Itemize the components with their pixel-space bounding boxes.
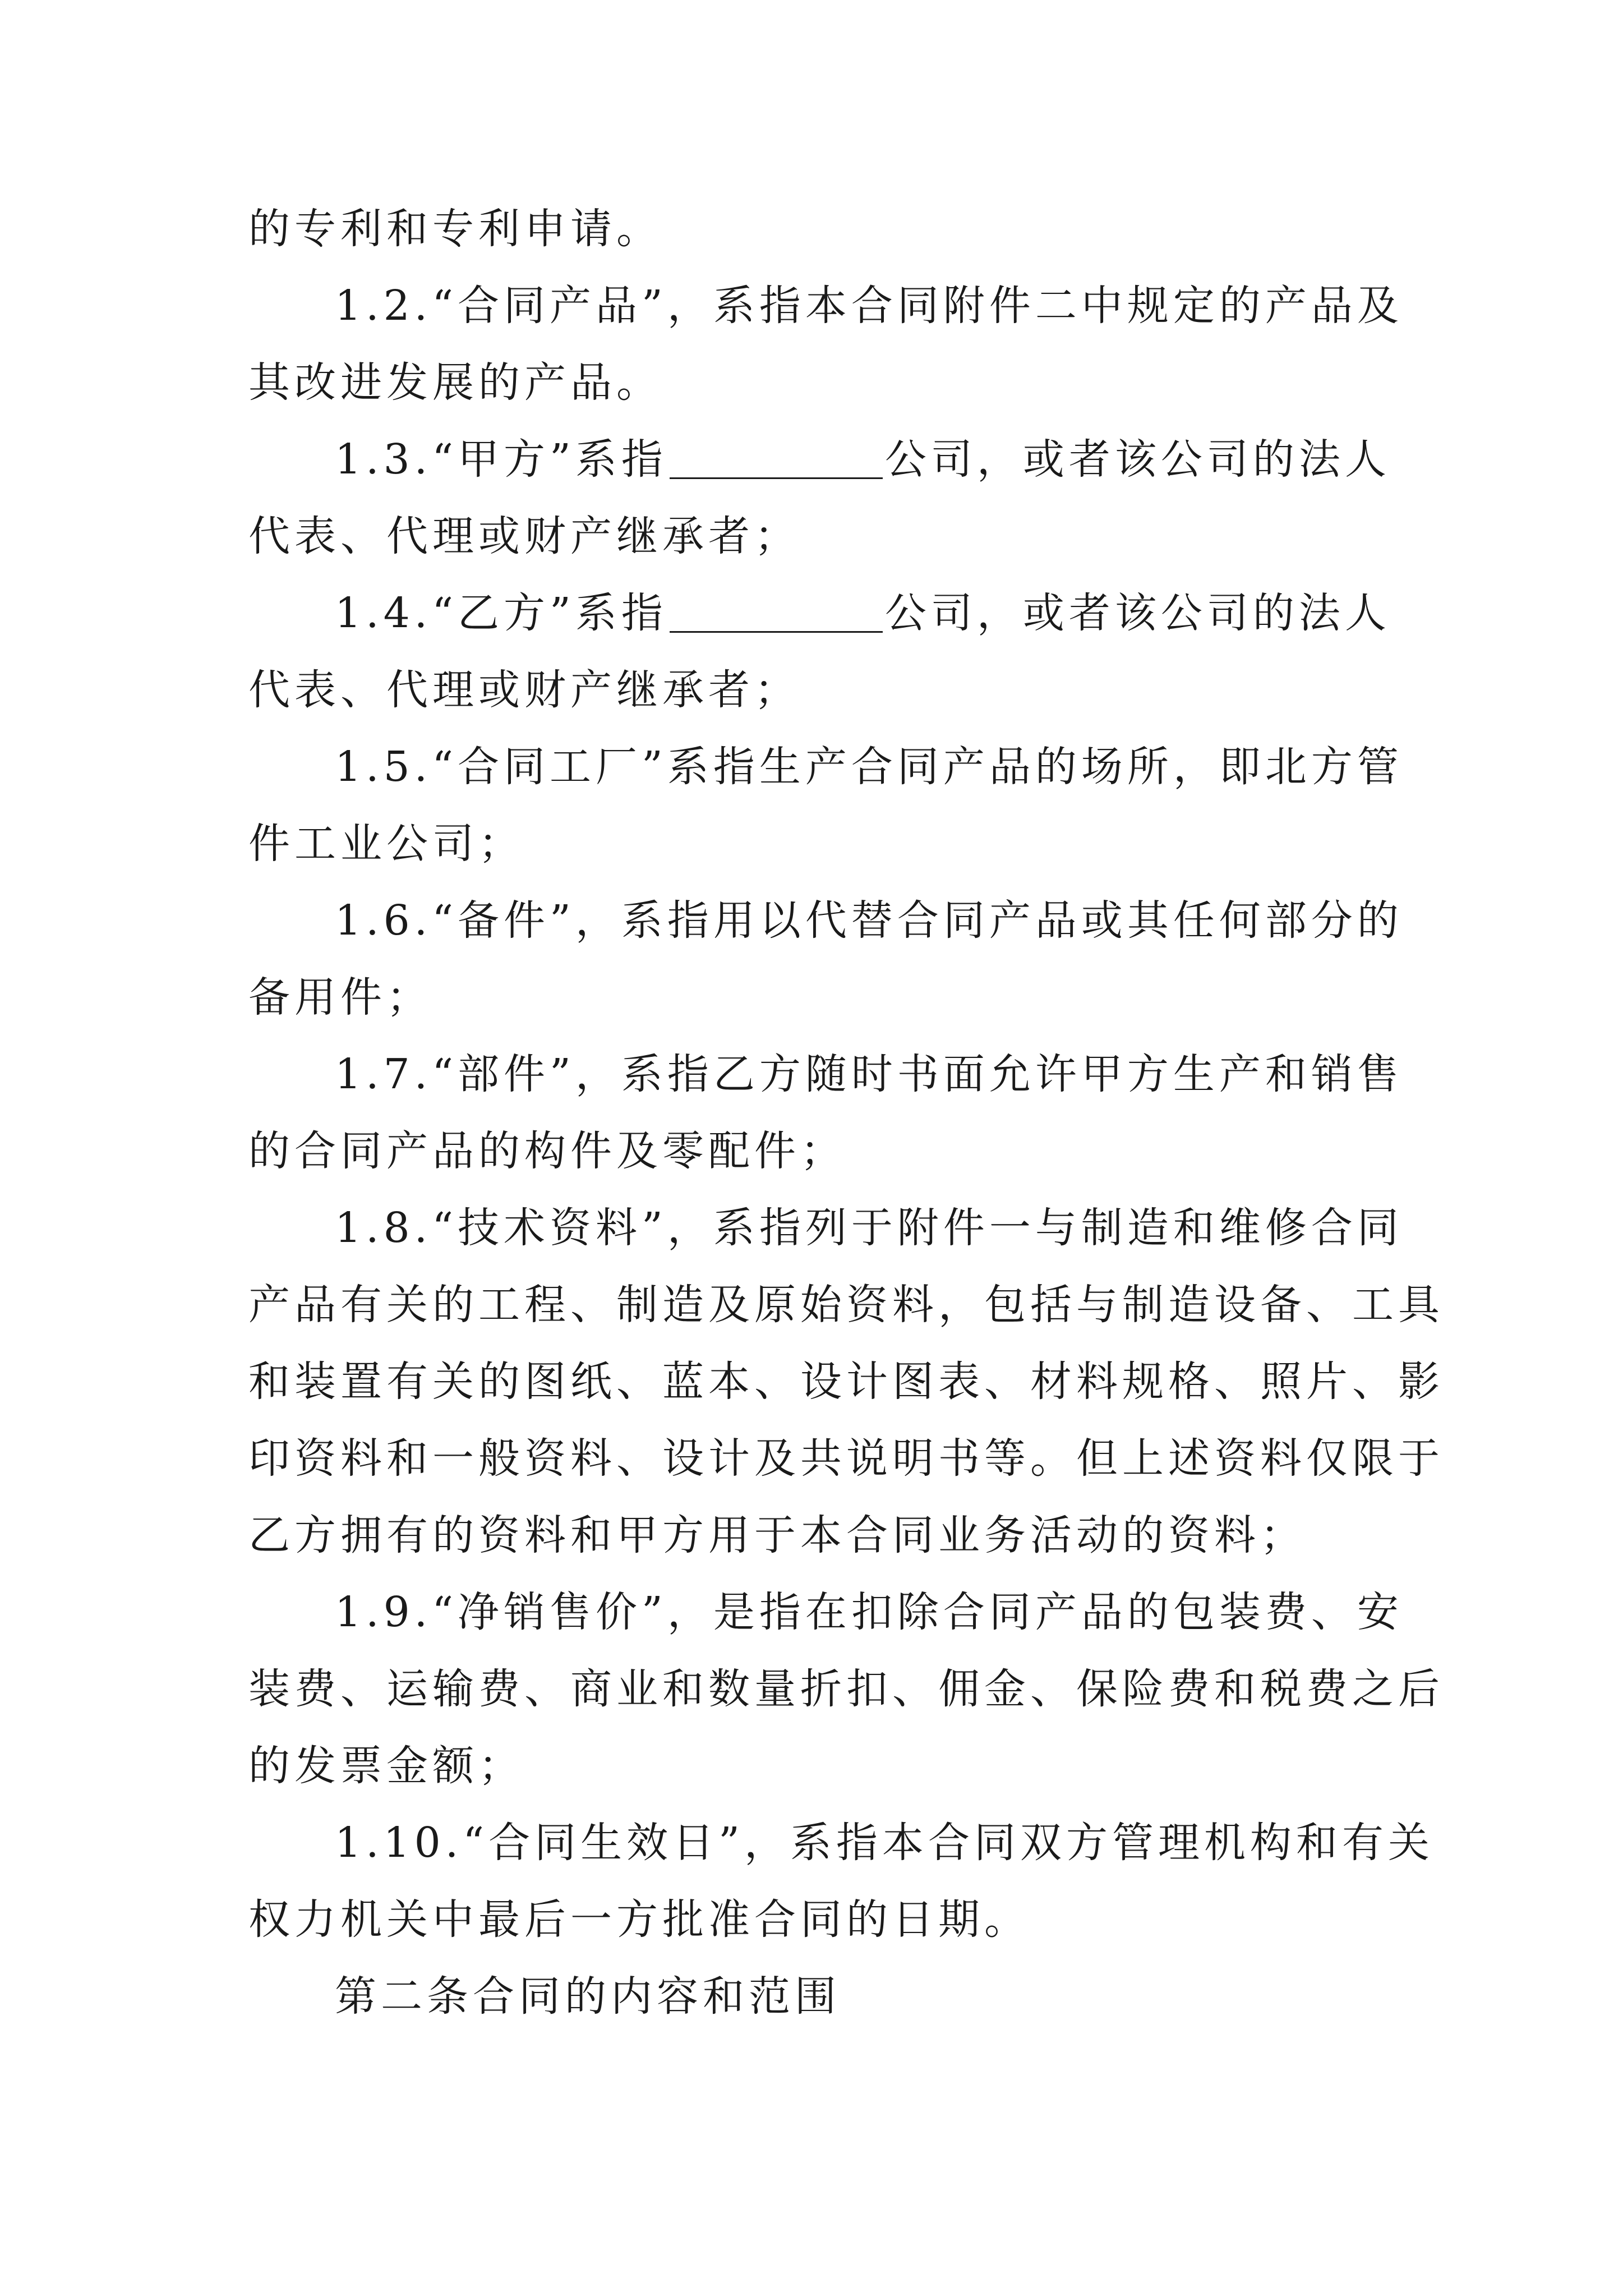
text-line: 印资料和一般资料、设计及共说明书等。但上述资料仅限于 xyxy=(248,1434,1444,1483)
text-line: 件工业公司； xyxy=(248,820,524,868)
text-line: 1.8.“技术资料”，系指列于附件一与制造和维修合同 xyxy=(335,1204,1403,1252)
party-a-name-blank xyxy=(670,436,883,479)
party-b-name-blank xyxy=(670,590,883,633)
text-line: 代表、代理或财产继承者； xyxy=(248,512,800,560)
line-text-before-blank: 1.3.“甲方”系指 xyxy=(335,435,667,484)
line-text-before-blank: 1.4.“乙方”系指 xyxy=(335,589,667,637)
line-text-after-blank: 公司，或者该公司的法人 xyxy=(884,589,1391,637)
text-line: 和装置有关的图纸、蓝本、设计图表、材料规格、照片、影 xyxy=(248,1358,1444,1406)
text-line: 产品有关的工程、制造及原始资料，包括与制造设备、工具 xyxy=(248,1281,1444,1329)
text-line: 备用件； xyxy=(248,973,432,1022)
text-line-with-blank xyxy=(248,421,1391,498)
text-line: 1.9.“净销售价”，是指在扣除合同产品的包装费、安 xyxy=(335,1588,1403,1636)
text-line: 1.6.“备件”，系指用以代替合同产品或其任何部分的 xyxy=(335,896,1403,945)
text-line: 1.7.“部件”，系指乙方随时书面允许甲方生产和销售 xyxy=(335,1050,1403,1098)
section-heading: 第二条合同的内容和范围 xyxy=(335,1972,841,2021)
text-line: 的发票金额； xyxy=(248,1742,524,1790)
text-line: 其改进发展的产品。 xyxy=(248,358,662,407)
text-line: 的专利和专利申请。 xyxy=(248,205,662,253)
text-line: 装费、运输费、商业和数量折扣、佣金、保险费和税费之后 xyxy=(248,1665,1444,1713)
text-line-with-blank xyxy=(248,575,1391,652)
text-line: 1.2.“合同产品”，系指本合同附件二中规定的产品及 xyxy=(335,282,1403,330)
text-line: 的合同产品的构件及零配件； xyxy=(248,1127,846,1175)
text-line: 权力机关中最后一方批准合同的日期。 xyxy=(248,1895,1030,1944)
text-line: 代表、代理或财产继承者； xyxy=(248,666,800,714)
text-line: 乙方拥有的资料和甲方用于本合同业务活动的资料； xyxy=(248,1511,1306,1559)
line-text-after-blank: 公司，或者该公司的法人 xyxy=(884,435,1391,484)
text-line: 1.10.“合同生效日”，系指本合同双方管理机构和有关 xyxy=(335,1819,1434,1867)
text-line: 1.5.“合同工厂”系指生产合同产品的场所，即北方管 xyxy=(335,743,1403,791)
contract-body-text xyxy=(248,191,1444,2035)
